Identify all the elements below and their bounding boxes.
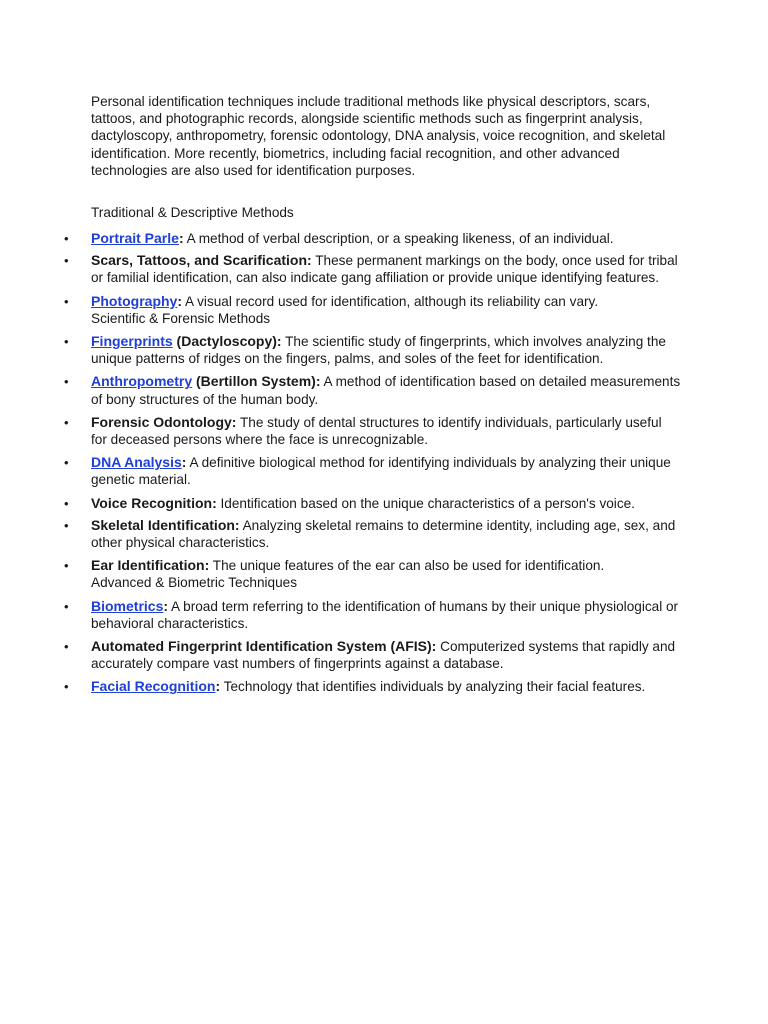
term-description: The scientific study of fingerprints, which involves analyzing the unique patterns of ridges on the fingers, palms, and soles of the feet for identification.: [91, 334, 666, 367]
term-link[interactable]: DNA Analysis: [91, 454, 182, 471]
bullet-icon: •: [64, 414, 69, 430]
term-description: Computerized systems that rapidly and accurately compare vast numbers of fingerprints against a database.: [91, 639, 676, 672]
term-link[interactable]: Facial Recognition: [91, 678, 216, 695]
bullet-icon: •: [64, 639, 69, 655]
term-link[interactable]: Anthropometry: [91, 373, 193, 390]
term-label: Automated Fingerprint Identification System (AFIS):: [91, 638, 437, 655]
term-description: A method of verbal description, or a speaking likeness, of an individual.: [183, 231, 614, 246]
term-description: Technology that identifies individuals by analyzing their facial features.: [220, 679, 646, 695]
list-item: [0, 454, 681, 488]
term-description: Identification based on the unique characteristics of a person's voice.: [216, 495, 635, 511]
term-label: (Dactyloscopy):: [172, 333, 282, 350]
identification-methods-list: [0, 230, 768, 702]
list-item: [0, 373, 681, 407]
list-item: [0, 495, 681, 512]
term-description: A visual record used for identification, although its reliability can vary.: [182, 293, 599, 309]
term-label: Scars, Tattoos, and Scarification:: [91, 252, 312, 269]
term-description: The unique features of the ear can also be used for identification.: [209, 558, 605, 574]
list-item: [0, 293, 681, 327]
term-colon: :: [177, 292, 183, 309]
term-label: Ear Identification:: [91, 557, 210, 574]
bullet-icon: •: [64, 334, 69, 350]
bullet-icon: •: [64, 495, 69, 511]
term-link[interactable]: Photography: [91, 292, 178, 309]
section-heading: Scientific & Forensic Methods: [91, 310, 271, 326]
term-link[interactable]: Portrait Parle: [91, 230, 179, 246]
list-item: [0, 230, 681, 247]
term-label: Voice Recognition:: [91, 494, 217, 511]
list-item: [0, 333, 681, 367]
intro-paragraph: Personal identification techniques include traditional methods like physical descriptors, scars, tattoos, and photographic records, alongside scientific methods such as fingerprint analysis, dactyloscopy, anthropometry, forensic odontology, DNA analysis, voice recognition, and skeletal identification. More recently, biometrics, including facial recognition, and other advanced technologies are also used for identification purposes.: [91, 94, 666, 178]
term-description: The study of dental structures to identify individuals, particularly useful for deceased persons where the face is unrecognizable.: [91, 414, 662, 448]
list-item: [0, 598, 681, 632]
list-item: [0, 557, 681, 591]
list-item: [0, 414, 681, 448]
list-item: [0, 638, 681, 672]
term-description: A definitive biological method for identifying individuals by analyzing their unique genetic material.: [91, 455, 671, 488]
list-item: [0, 517, 681, 551]
term-colon: :: [163, 597, 169, 614]
term-colon: :: [215, 678, 221, 695]
bullet-icon: •: [64, 293, 69, 309]
term-label: (Bertillon System):: [192, 373, 321, 390]
section-heading-traditional: Traditional & Descriptive Methods: [91, 205, 294, 220]
bullet-icon: •: [64, 598, 69, 614]
term-link[interactable]: Fingerprints: [91, 333, 173, 350]
term-description: Analyzing skeletal remains to determine identity, including age, sex, and other physical characteristics.: [91, 517, 676, 551]
term-colon: :: [178, 230, 184, 246]
bullet-icon: •: [64, 679, 69, 695]
bullet-icon: •: [64, 455, 69, 471]
list-item: [0, 678, 681, 695]
term-description: A broad term referring to the identification of humans by their unique physiological or behavioral characteristics.: [91, 598, 679, 631]
bullet-icon: •: [64, 253, 69, 269]
bullet-icon: •: [64, 517, 69, 533]
bullet-icon: •: [64, 374, 69, 390]
term-link[interactable]: Biometrics: [91, 597, 164, 614]
term-colon: :: [181, 454, 187, 471]
list-item: [0, 252, 681, 286]
bullet-icon: •: [64, 231, 69, 246]
section-heading: Advanced & Biometric Techniques: [91, 575, 298, 591]
bullet-icon: •: [64, 558, 69, 574]
term-label: Forensic Odontology:: [91, 413, 237, 430]
term-description: These permanent markings on the body, once used for tribal or familial identification, can also indicate gang affiliation or provide unique identifying features.: [91, 253, 678, 286]
term-description: A method of identification based on detailed measurements of bony structures of the human body.: [91, 374, 681, 407]
term-label: Skeletal Identification:: [91, 516, 240, 533]
